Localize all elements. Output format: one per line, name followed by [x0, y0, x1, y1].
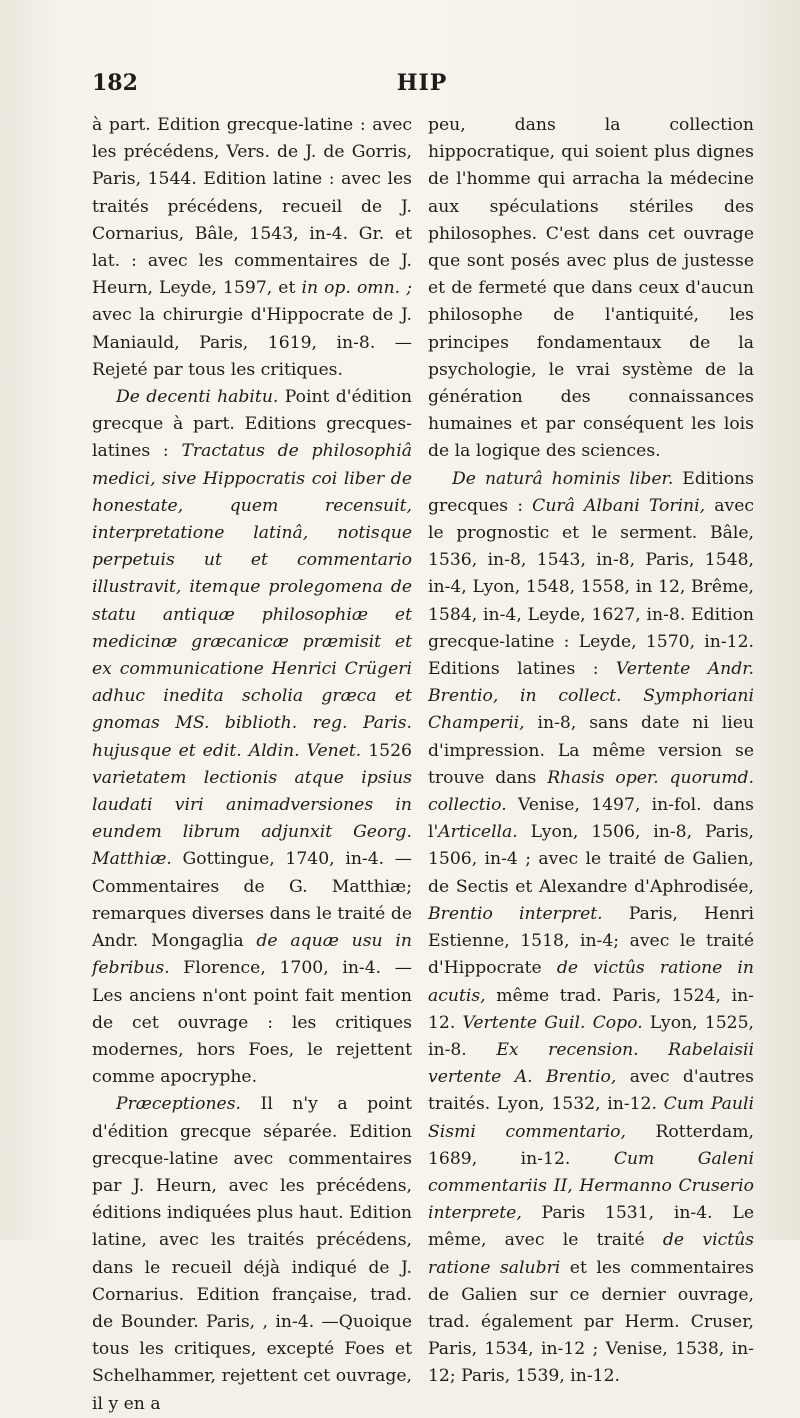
page-number: 182 — [92, 70, 138, 96]
italic-text: de victûs ratione salubri — [428, 1230, 754, 1278]
italic-text: De decenti habitu. — [116, 387, 279, 408]
text-run: même trad. Paris, 1524, in-12. — [428, 985, 754, 1033]
text-run: Editions grecques : — [428, 468, 754, 516]
running-head: HIP — [396, 70, 448, 96]
text-run: Il n'y a point d'édition grecque séparée. Edition grecque-latine avec commentaires par J. Heurn, avec les précédens, éditions indiquées plus haut. Edition latine, avec les traités précédens, dans le recueil déjà indiqué de J. Cornarius. Edition française, trad. de Bounder. Paris, , in-4. —Quoique tous les critiques, excepté Foes et Schelhammer, rejettent cet ouvrage, il y en a — [92, 1094, 412, 1414]
text-run: avec la chirurgie d'Hippocrate de J. Maniauld, Paris, 1619, in-8. — Rejeté par tous les critiques. — [92, 305, 412, 380]
text-run: Florence, 1700, in-4. — Les anciens n'ont point fait mention de cet ouvrage : les critiques modernes, hors Foes, le rejettent comme apocryphe. — [92, 958, 412, 1088]
italic-text: in op. omn. ; — [301, 278, 412, 299]
text-run: Gottingue, 1740, in-4. — Commentaires de G. Matthiæ; remarques diverses dans le traité de Andr. Mongaglia — [92, 849, 412, 952]
paragraph — [92, 112, 412, 384]
text-run: 1526 — [361, 740, 412, 761]
italic-text: varietatem lectionis atque ipsius laudati viri animadversiones in eundem librum adjunxit Georg. Matthiæ. — [92, 767, 412, 870]
italic-text: Rhasis oper. quorumd. collectio. — [428, 767, 754, 816]
text-run: Paris 1531, in-4. Le même, avec le traité — [428, 1203, 754, 1251]
italic-text: Vertente Guil. Copo. — [462, 1012, 643, 1033]
italic-text: Cum Pauli Sismi commentario, — [428, 1094, 754, 1142]
page-header — [92, 70, 752, 104]
paragraph — [92, 384, 412, 1091]
text-run: Venise, 1497, in-fol. dans l' — [428, 795, 754, 843]
italic-text: Vertente Andr. Brentio, in collect. Symphoriani Champerii, — [428, 659, 755, 734]
italic-text: de aquæ usu in febribus. — [92, 931, 412, 979]
italic-text: Brentio interpret. — [428, 903, 603, 924]
italic-text: Ex recension. Rabelaisii vertente A. Brentio, — [428, 1039, 754, 1088]
text-run: avec le prognostic et le serment. Bâle, 1536, in-8, 1543, in-8, Paris, 1548, in-4, Lyon, 1548, 1558, in 12, Brême, 1584, in-4, Leyde, 1627, in-8. Edition grecque-latine : Leyde, 1570, in-12. Editions latines : — [428, 495, 754, 680]
text-run: Lyon, 1506, in-8, Paris, 1506, in-4 ; avec le traité de Galien, de Sectis et Alexandre d'Aphrodisée, — [428, 822, 754, 897]
text-run: in-8, sans date ni lieu d'impression. La même version se trouve dans — [428, 713, 754, 788]
text-run: Rotterdam, 1689, in-12. — [428, 1121, 754, 1169]
paragraph — [428, 112, 754, 466]
text-run: Lyon, 1525, in-8. — [428, 1012, 754, 1060]
text-run: Paris, Henri Estienne, 1518, in-4; avec le traité d'Hippocrate — [428, 903, 754, 979]
text-run: peu, dans la collection hippocratique, qui soient plus dignes de l'homme qui arracha la médecine aux spéculations stériles des philosophes. C'est dans cet ouvrage que sont posés avec plus de justesse et de fermeté que dans ceux d'aucun philosophe de l'antiquité, les principes fondamentaux de la psychologie, le vrai système de la génération des connaissances humaines et par conséquent les lois de la logique des sciences. — [428, 115, 754, 462]
paragraph — [92, 1091, 412, 1417]
italic-text: Tractatus de philosophiâ medici, sive Hippocratis coi liber de honestate, quem recensuit, interpretatione latinâ, notisque perpetuis ut et commentario illustravit, itemque prolegomena de statu antiquæ philosophiæ et medicinæ græcanicæ præmisit et ex communicatione Henrici Crügeri adhuc inedita scholia græca et gnomas MS. biblioth. reg. Paris. hujusque et edit. Aldin. Venet. — [92, 441, 412, 761]
text-run: avec d'autres traités. Lyon, 1532, in-12. — [428, 1067, 754, 1115]
right-column — [428, 112, 754, 1391]
text-run: et les commentaires de Galien sur ce dernier ouvrage, trad. également par Herm. Cruser, Paris, 1534, in-12 ; Venise, 1538, in-12; Paris, 1539, in-12. — [428, 1257, 754, 1387]
italic-text: Articella. — [438, 822, 518, 843]
paragraph — [428, 466, 754, 1391]
italic-text: de victûs ratione in acutis, — [428, 958, 754, 1006]
text-run: à part. Edition grecque-latine : avec les précédens, Vers. de J. de Gorris, Paris, 1544. Edition latine : avec les traités précédens, recueil de J. Cornarius, Bâle, 1543, in-4. Gr. et lat. : avec les commentaires de J. Heurn, Leyde, 1597, et — [92, 115, 412, 299]
left-column — [92, 112, 412, 1418]
text-run: Point d'édition grecque à part. Editions grecques-latines : — [92, 387, 412, 462]
italic-text: De naturâ hominis liber. — [452, 468, 674, 489]
italic-text: Curâ Albani Torini, — [532, 495, 706, 516]
italic-text: Cum Galeni commentariis II, Hermanno Cruserio interprete, — [428, 1148, 754, 1224]
italic-text: Præceptiones. — [116, 1094, 242, 1115]
